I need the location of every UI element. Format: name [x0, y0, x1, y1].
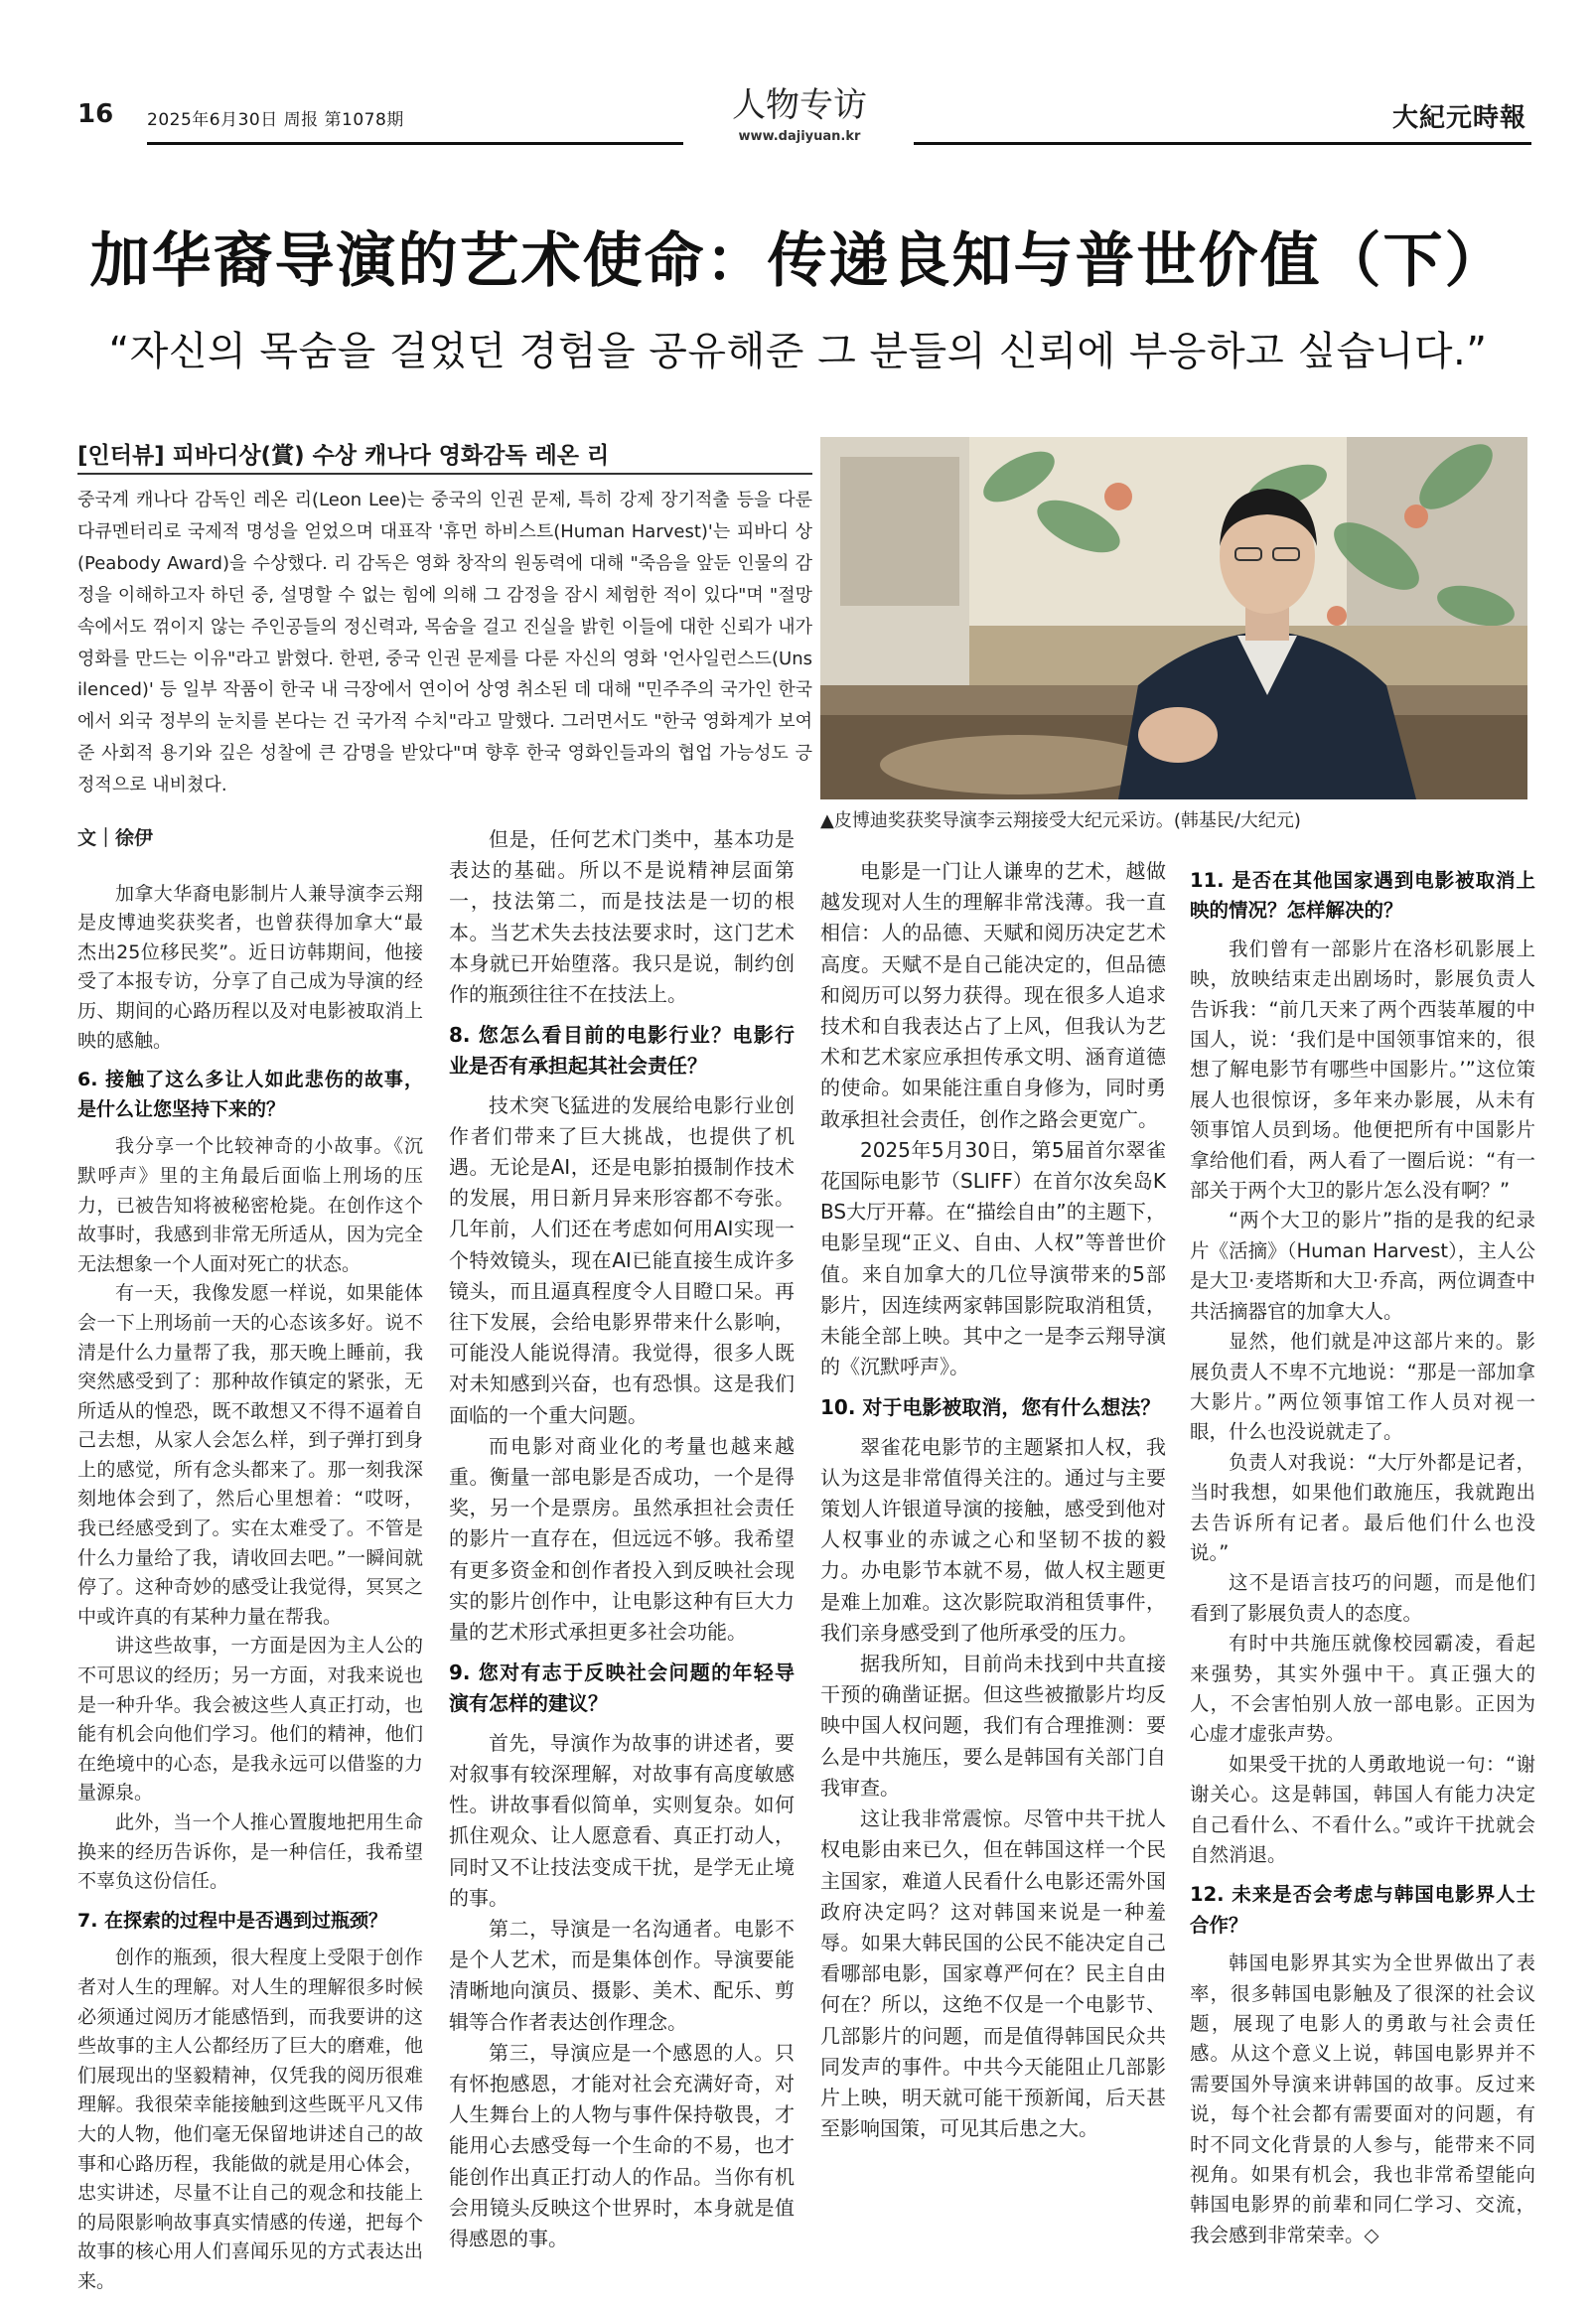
- question-heading: 11. 是否在其他国家遇到电影被取消上映的情况？怎样解决的？: [1190, 869, 1535, 923]
- masthead-logo: 大紀元時報: [1391, 103, 1526, 133]
- article-paragraph: 创作的瓶颈，很大程度上受限于创作者对人生的理解。对人生的理解很多时候必须通过阅历才能感悟到，而我要讲的这些故事的主人公都经历了巨大的磨难，他们展现出的坚毅精神，仅凭我的阅历很难理解。我很荣幸能接触到这些既平凡又伟大的人物，他们毫无保留地讲述自己的故事和心路历程，我能做的就是用心体会，忠实讲述，尽量不让自己的观念和技能上的局限影响故事真实情感的传递，把每个故事的核心用人们喜闻乐见的方式表达出来。: [77, 1947, 423, 2292]
- article-paragraph: 而电影对商业化的考量也越来越重。衡量一部电影是否成功，一个是得奖，另一个是票房。虽然承担社会责任的影片一直存在，但远远不够。我希望有更多资金和创作者投入到反映社会现实的影片创作中，让电影这种有巨大力量的艺术形式承担更多社会功能。: [449, 1433, 795, 1645]
- article-paragraph: 我分享一个比较神奇的小故事。《沉默呼声》里的主角最后面临上刑场的压力，已被告知将被秘密枪毙。在创作这个故事时，我感到非常无所适从，因为完全无法想象一个人面对死亡的状态。: [77, 1135, 423, 1275]
- interview-photo: [820, 437, 1527, 799]
- article-paragraph: 负责人对我说：“大厅外都是记者，当时我想，如果他们敢施压，我就跑出去告诉所有记者。最后他们什么也没说。”: [1190, 1450, 1535, 1564]
- article-column-3: [820, 856, 1166, 2144]
- article-paragraph: 有一天，我像发愿一样说，如果能体会一下上刑场前一天的心态该多好。说不清是什么力量帮了我，那天晚上睡前，我突然感受到了：那种故作镇定的紧张，无所适从的惶恐，既不敢想又不得不逼着自己去想，从家人会怎么样，到子弹打到身上的感觉，所有念头都来了。那一刻我深刻地体会到了，然后心里想着：“哎呀，我已经感受到了。实在太难受了。不管是什么力量给了我，请收回去吧。”一瞬间就停了。这种奇妙的感受让我觉得，冥冥之中或许真的有某种力量在帮我。: [77, 1282, 423, 1628]
- header-rule-left: [147, 142, 683, 145]
- article-paragraph: 这让我非常震惊。尽管中共干扰人权电影由来已久，但在韩国这样一个民主国家，难道人民看什么电影还需外国政府决定吗？这对韩国来说是一种羞辱。如果大韩民国的公民不能决定自己看哪部电影，国家尊严何在？民主自由何在？所以，这绝不仅是一个电影节、几部影片的问题，而是值得韩国民众共同发声的事件。中共今天能阻止几部影片上映，明天就可能干预新闻，后天甚至影响国策，可见其后患之大。: [820, 1806, 1166, 2141]
- question-heading: 6. 接触了这么多让人如此悲伤的故事，是什么让您坚持下来的？: [77, 1069, 423, 1120]
- korean-summary-body: 중국계 캐나다 감독인 레온 리(Leon Lee)는 중국의 인권 문제, 특히 강제 장기적출 등을 다룬 다큐멘터리로 국제적 명성을 얻었으며 대표작 '휴먼 하비스트(Human Harvest)'는 피바디 상(Peabody Award)을 수상했다. 리 감독은 영화 창작의 원동력에 대해 "죽음을 앞둔 인물의 감정을 이해하고자 하던 중, 설명할 수 없는 힘에 의해 그 감정을 잠시 체험한 적이 있다"며 "절망 속에서도 꺾이지 않는 주인공들의 정신력과, 목숨을 걸고 진실을 밝힌 이들에 대한 신뢰가 내가 영화를 만드는 이유"라고 밝혔다. 한편, 중국 인권 문제를 다룬 자신의 영화 '언사일런스드(Unsilenced)' 등 일부 작품이 한국 내 극장에서 연이어 상영 취소된 데 대해 "민주주의 국가인 한국에서 외국 정부의 눈치를 본다는 건 국가적 수치"라고 말했다. 그러면서도 "한국 영화계가 보여준 사회적 용기와 깊은 성찰에 큰 감명을 받았다"며 향후 한국 영화인들과의 협업 가능성도 긍정적으로 내비쳤다.: [77, 490, 812, 796]
- headline: 加华裔导演的艺术使命：传递良知与普世价值（下）: [89, 226, 1507, 296]
- article-paragraph: 第三，导演应是一个感恩的人。只有怀抱感恩，才能对社会充满好奇，对人生舞台上的人物与事件保持敬畏，才能用心去感受每一个生命的不易，也才能创作出真正打动人的作品。当你有机会用镜头反映这个世界时，本身就是值得感恩的事。: [449, 2040, 795, 2250]
- section-url: www.dajiyuan.kr: [738, 129, 861, 144]
- article-paragraph: 据我所知，目前尚未找到中共直接干预的确凿证据。但这些被撤影片均反映中国人权问题，我们有合理推测：要么是中共施压，要么是韩国有关部门自我审查。: [820, 1652, 1166, 1800]
- article-paragraph: 翠雀花电影节的主题紧扣人权，我认为这是非常值得关注的。通过与主要策划人许银道导演的接触，感受到他对人权事业的赤诚之心和坚韧不拔的毅力。办电影节本就不易，做人权主题更是难上加难。这次影院取消租赁事件，我们亲身感受到了他所承受的压力。: [820, 1434, 1166, 1645]
- question-heading: 9. 您对有志于反映社会问题的年轻导演有怎样的建议？: [449, 1661, 795, 1716]
- photo-caption: ▲皮博迪奖获奖导演李云翔接受大纪元采访。(韩基民/大纪元): [820, 810, 1301, 831]
- page-header: [0, 0, 1596, 149]
- article-intro: 加拿大华裔电影制片人兼导演李云翔是皮博迪奖获奖者，也曾获得加拿大“最杰出25位移民奖”。近日访韩期间，他接受了本报专访，分享了自己成为导演的经历、期间的心路历程以及对电影被取消上映的感触。: [77, 882, 423, 1052]
- article-paragraph: 此外，当一个人推心置腹地把用生命换来的经历告诉你，是一种信任，我希望不辜负这份信任。: [77, 1811, 423, 1893]
- article-paragraph: “两个大卫的影片”指的是我的纪录片《活摘》（Human Harvest），主人公是大卫·麦塔斯和大卫·乔高，两位调查中共活摘器官的加拿大人。: [1190, 1209, 1535, 1323]
- article-paragraph: 首先，导演作为故事的讲述者，要对叙事有较深理解，对故事有高度敏感性。讲故事看似简单，实则复杂。如何抓住观众、让人愿意看、真正打动人，同时又不让技法变成干扰，是学无止境的事。: [449, 1730, 795, 1910]
- section-title: 人物专访: [732, 85, 867, 125]
- article-column-4: [1190, 856, 1535, 2250]
- article-paragraph: 韩国电影界其实为全世界做出了表率，很多韩国电影触及了很深的社会议题，展现了电影人的勇敢与社会责任感。从这个意义上说，韩国电影界并不需要国外导演来讲韩国的故事。反过来说，每个社会都有需要面对的问题，有时不同文化背景的人参与，能带来不同视角。如果有机会，我也非常希望能向韩国电影界的前辈和同仁学习、交流，我会感到非常荣幸。◇: [1190, 1951, 1535, 2246]
- article-paragraph: 讲这些故事，一方面是因为主人公的不可思议的经历；另一方面，对我来说也是一种升华。我会被这些人真正打动，也能有机会向他们学习。他们的精神，他们在绝境中的心态，是我永远可以借鉴的力量源泉。: [77, 1635, 423, 1805]
- article-paragraph: 第二，导演是一名沟通者。电影不是个人艺术，而是集体创作。导演要能清晰地向演员、摄影、美术、配乐、剪辑等合作者表达创作理念。: [449, 1916, 795, 2034]
- article-paragraph: 但是，任何艺术门类中，基本功是表达的基础。所以不是说精神层面第一，技法第二，而是技法是一切的根本。当艺术失去技法要求时，这门艺术本身就已开始堕落。我只是说，制约创作的瓶颈往往不在技法上。: [449, 827, 795, 1007]
- korean-kicker: [인터뷰] 피바디상(賞) 수상 캐나다 영화감독 레온 리: [77, 443, 610, 469]
- article-paragraph: 电影是一门让人谦卑的艺术，越做越发现对人生的理解非常浅薄。我一直相信：人的品德、天赋和阅历决定艺术高度。天赋不是自己能决定的，但品德和阅历可以努力获得。现在很多人追求技术和自我表达占了上风，但我认为艺术和艺术家应承担传承文明、涵育道德的使命。如果能注重自身修为，同时勇敢承担社会责任，创作之路会更宽广。: [820, 859, 1166, 1131]
- question-heading: 7. 在探索的过程中是否遇到过瓶颈？: [77, 1909, 388, 1932]
- article-column-2: [449, 824, 795, 2254]
- korean-kicker-rule: [77, 473, 812, 475]
- article-paragraph: 如果受干扰的人勇敢地说一句：“谢谢关心。这是韩国，韩国人有能力决定自己看什么、不看什么。”或许干扰就会自然消退。: [1190, 1752, 1535, 1866]
- article-paragraph: 有时中共施压就像校园霸凌，看起来强势，其实外强中干。真正强大的人，不会害怕别人放一部电影。正因为心虚才虚张声势。: [1190, 1632, 1535, 1746]
- article-paragraph: 我们曾有一部影片在洛杉矶影展上映，放映结束走出剧场时，影展负责人告诉我：“前几天来了两个西装革履的中国人，说：‘我们是中国领事馆来的，很想了解电影节有哪些中国影片。’”这位策展人也很惊讶，多年来办影展，从未有领事馆人员到场。他便把所有中国影片拿给他们看，两人看了一圈后说：“有一部关于两个大卫的影片怎么没有啊？”: [1190, 937, 1535, 1203]
- article-paragraph: 这不是语言技巧的问题，而是他们看到了影展负责人的态度。: [1190, 1571, 1535, 1625]
- issue-date-line: 2025年6月30日 周报 第1078期: [147, 110, 404, 130]
- header-rule-right: [914, 142, 1531, 145]
- question-heading: 12. 未来是否会考虑与韩国电影界人士合作？: [1190, 1883, 1535, 1937]
- page-number: 16: [77, 99, 114, 129]
- article-paragraph: 显然，他们就是冲这部片来的。影展负责人不卑不亢地说：“那是一部加拿大影片。”两位领事馆工作人员对视一眼，什么也没说就走了。: [1190, 1330, 1535, 1444]
- article-paragraph: 2025年5月30日，第5届首尔翠雀花国际电影节（SLIFF）在首尔汝矣岛KBS大厅开幕。在“描绘自由”的主题下，电影呈现“正义、自由、人权”等普世价值。来自加拿大的几位导演带来的5部影片，因连续两家韩国影院取消租赁，未能全部上映。其中之一是李云翔导演的《沉默呼声》。: [820, 1137, 1166, 1379]
- article-column-1: [77, 824, 423, 2297]
- article-paragraph: 技术突飞猛进的发展给电影行业创作者们带来了巨大挑战，也提供了机遇。无论是AI，还是电影拍摄制作技术的发展，用日新月异来形容都不夸张。几年前，人们还在考虑如何用AI实现一个特效镜头，现在AI已能直接生成许多镜头，而且逼真程度令人目瞪口呆。再往下发展，会给电影界带来什么影响，可能没人能说得清。我觉得，很多人既对未知感到兴奋，也有恐惧。这是我们面临的一个重大问题。: [449, 1092, 795, 1427]
- byline: 文｜徐伊: [77, 827, 154, 849]
- question-heading: 10. 对于电影被取消，您有什么想法？: [820, 1395, 1161, 1420]
- subheadline: “자신의 목숨을 걸었던 경험을 공유해준 그 분들의 신뢰에 부응하고 싶습니다.”: [108, 329, 1488, 374]
- question-heading: 8. 您怎么看目前的电影行业？电影行业是否有承担起其社会责任？: [449, 1023, 795, 1079]
